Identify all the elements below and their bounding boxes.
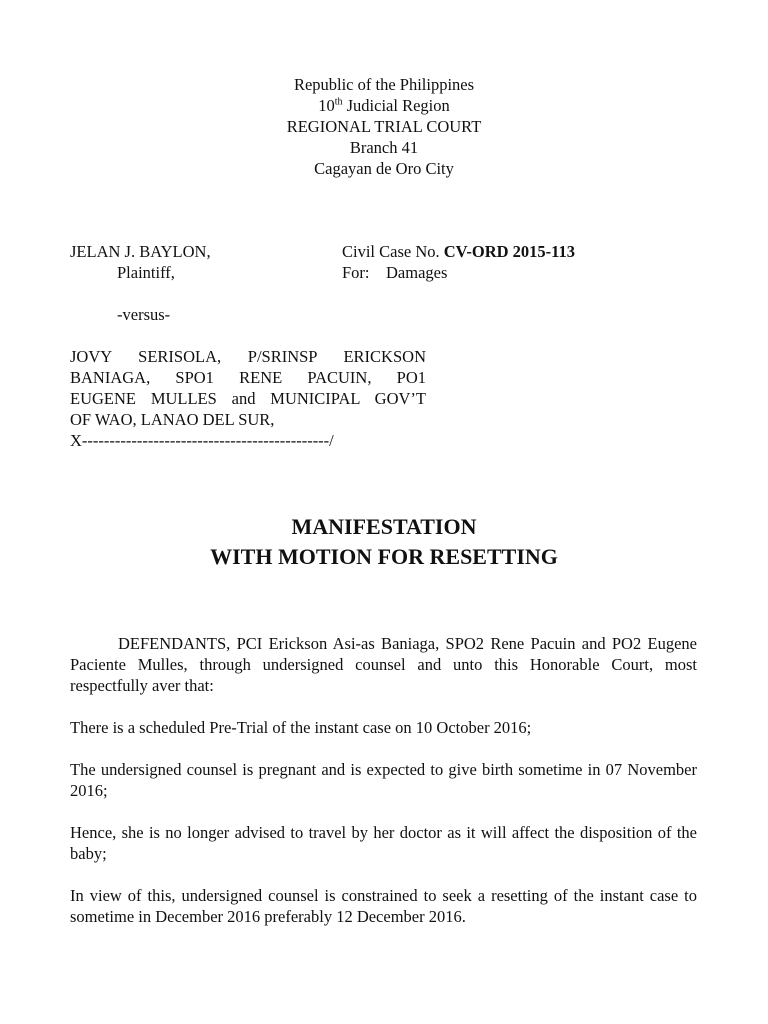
plaintiff-role: Plaintiff, — [117, 263, 175, 282]
case-caption — [70, 241, 700, 325]
defendant-line: OF WAO, LANAO DEL SUR, — [70, 410, 275, 429]
case-nature — [342, 262, 447, 283]
defendant-line: JOVY SERISOLA, P/SRINSP ERICKSON — [70, 347, 426, 366]
header-region-number: 10 — [318, 96, 335, 115]
header-region-suffix: th — [334, 96, 343, 108]
header-court-name: REGIONAL TRIAL COURT — [286, 117, 482, 136]
body-paragraph: DEFENDANTS, PCI Erickson Asi-as Baniaga, SPO2 Rene Pacuin and PO2 Eugene Paciente Mulles, through undersigned counsel and unto this Honorable Court, most respectfully aver that: — [70, 634, 697, 695]
defendant-line: BANIAGA, SPO1 RENE PACUIN, PO1 — [70, 368, 426, 387]
title-line-1: MANIFESTATION — [291, 514, 477, 539]
case-number-label: Civil Case No. — [342, 242, 444, 261]
court-header — [0, 74, 768, 179]
body-paragraph: There is a scheduled Pre-Trial of the instant case on 10 October 2016; — [70, 718, 532, 737]
title-line-2: WITH MOTION FOR RESETTING — [210, 544, 558, 569]
body-paragraph: Hence, she is no longer advised to travel by her doctor as it will affect the disposition of the baby; — [70, 823, 697, 863]
caption-row-versus — [70, 304, 700, 325]
header-branch: Branch 41 — [349, 138, 419, 157]
case-nature-value: Damages — [386, 263, 448, 282]
case-number-prefix: CV- — [443, 242, 472, 261]
caption-row-plaintiff — [70, 241, 700, 262]
pleading-title — [0, 512, 768, 572]
header-region-text: Judicial Region — [342, 96, 450, 115]
caption-closing-line: X---------------------------------------------/ — [70, 431, 334, 450]
case-nature-label: For: — [342, 263, 370, 282]
case-number-value: ORD 2015-113 — [471, 242, 575, 261]
versus-label: -versus- — [117, 305, 171, 324]
plaintiff-name: JELAN J. BAYLON, — [70, 242, 211, 261]
body-paragraph: The undersigned counsel is pregnant and is expected to give birth sometime in 07 November 2016; — [70, 760, 697, 800]
caption-row-role — [70, 262, 700, 283]
defendant-line: EUGENE MULLES and MUNICIPAL GOV’T — [70, 389, 426, 408]
header-republic: Republic of the Philippines — [293, 75, 475, 94]
pleading-body — [70, 633, 697, 948]
defendants-block — [70, 346, 426, 451]
header-city: Cagayan de Oro City — [314, 159, 454, 178]
header-judicial-region — [0, 95, 768, 116]
body-paragraph: In view of this, undersigned counsel is constrained to seek a resetting of the instant case to sometime in December 2016 preferably 12 December 2016. — [70, 886, 697, 926]
case-number — [342, 241, 575, 262]
